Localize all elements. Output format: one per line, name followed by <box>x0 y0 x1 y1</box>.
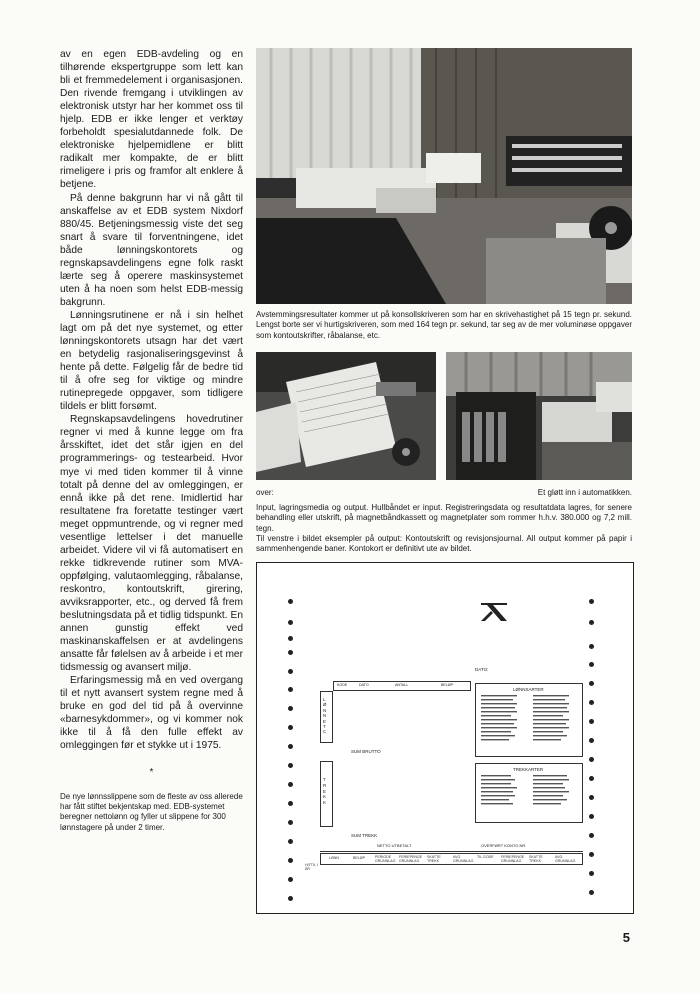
input-caption: Input, lagringsmedia og output. Hullbåndet er input. Registreringsdata og resultatdata lagres, for senere behandling eller utskrift, på magnetbåndkassett og magnetplater som rommer h.h.v. 380.000 og 7,2 mill. tegn. <box>256 503 632 533</box>
perforation-dot <box>288 725 293 730</box>
header-cell: ANTALL <box>395 683 409 687</box>
bottom-cell: PERIODE GRUNNLAG <box>375 855 396 863</box>
automation-internals-image <box>446 352 632 480</box>
bottom-cell: BELØP <box>353 856 365 860</box>
perforation-dot <box>288 599 293 604</box>
perforation-dot <box>288 687 293 692</box>
perforation-dot <box>589 719 594 724</box>
article-body <box>60 48 243 753</box>
lonnsarter-title: LØNNSARTER <box>513 687 544 692</box>
automation-caption: Et gløtt inn i automatikken. <box>537 488 632 497</box>
perforation-dot <box>288 620 293 625</box>
perforation-dot <box>288 801 293 806</box>
middle-right-photo <box>446 352 632 480</box>
perforation-dot <box>589 662 594 667</box>
paragraph: Regnskapsavdelingens hovedrutiner regner vi med å kunne legge om fra årsskiftet, idet det står igjen en del programmerings- og testearbeid. Hvor mye vi med tiden kommer til å vinne totalt på denne del av omleggingen, er ennå ikke på det rene. Imidlertid har resultatene fra foretatte testinger vært meget oppmuntrende, og vi regner med vesentlige lettelser i det manuelle arbeidet. Videre vil vi få automatisert en rekke tidkrevende rutiner som MVA-oppfølging, valutaomlegging, råbalanse, reskontro, kontoutskrift, girering, avviksrapporter, etc., og derved få frem beslutningsdata på et tidlig tidspunkt. En annen gunstig effekt ved maskinanskaffelsen er at avdelingens ansatte får følelsen av å arbeide i et mer tidsmessig og avansert miljø. <box>60 414 243 674</box>
over-label: over: <box>256 488 274 497</box>
lonn-side-label: L Ø N N E T C <box>323 697 327 735</box>
perforation-dot <box>589 833 594 838</box>
perforation-dot <box>288 650 293 655</box>
perforation-dot <box>589 599 594 604</box>
perforation-dot <box>589 814 594 819</box>
netto-line <box>320 851 583 852</box>
perforation-dot <box>589 852 594 857</box>
perforation-dot <box>288 706 293 711</box>
computer-room-image <box>256 48 632 304</box>
header-cell: DATO <box>359 683 369 687</box>
perforation-dot <box>288 896 293 901</box>
perforation-dot <box>589 644 594 649</box>
page-number: 5 <box>622 930 630 945</box>
perforation-dot <box>288 839 293 844</box>
trekk-side-label: T R E K K <box>323 777 327 806</box>
perforation-dot <box>589 871 594 876</box>
bottom-cell: FERIEPENGE GRUNNLAG <box>501 855 525 863</box>
sum-trekk-label: SUM TREKK <box>351 833 378 838</box>
bottom-cell: SKATTE TREKK <box>529 855 543 863</box>
perforation-dot <box>288 669 293 674</box>
perforation-dot <box>589 757 594 762</box>
bottom-cell: TIL GODE <box>477 855 494 859</box>
perforation-dot <box>589 620 594 625</box>
company-logo <box>479 601 509 623</box>
perforation-dot <box>288 820 293 825</box>
top-photo-caption: Avstemmingsresultater kommer ut på konsollskriveren som har en skrivehastighet på 15 tegn pr. sekund. Lengst borte ser vi hurtigskriveren, som med 164 tegn pr. sekund, tar seg av de mer voluminøse oppgaver som kontoutskrifter, råbalanse, etc. <box>256 310 632 340</box>
output-printouts-image <box>256 352 436 480</box>
paragraph: På denne bakgrunn har vi nå gått til anskaffelse av et EDB system Nixdorf 880/45. Betjeningsmessig viste det seg snart å svare til forventningene, idet både lønningskontorets og regnskapsavdelingens egne folk raskt lærte seg å operere maskinsystemet uten å ha noen som helst EDB-messig bakgrunn. <box>60 192 243 308</box>
perforation-dot <box>589 700 594 705</box>
bottom-cell: AVG. GRUNNLAG <box>555 855 576 863</box>
perforation-dot <box>288 763 293 768</box>
perforation-dot <box>288 782 293 787</box>
payslip-form <box>256 562 634 914</box>
perforation-dot <box>589 681 594 686</box>
separator: * <box>149 766 154 778</box>
paragraph: Lønningsrutinene er nå i sin helhet lagt om på det nye systemet, og etter lønningskontorets utsagn har det vært en betydelig rasjonaliseringsgevinst å hente på dette. Følgelig får de bedre tid til å ofre seg for viktige og mindre rutinepregede oppgaver, som tidligere tildels er blitt forsømt. <box>60 309 243 413</box>
paragraph: av en egen EDB-avdeling og en tilhørende ekspertgruppe som lett kan bli et fremmedelement i organisasjonen. Den rivende fremgang i utviklingen av elektronisk utstyr har her kommet oss til hjelp. EDB er ikke lenger et verktøy forbeholdt spesialutdannede folk. De elektroniske hjelpemidlene er blitt radikalt mer kompakte, de er blitt rimeligere i pris og framfor alt enklere å betjene. <box>60 49 243 191</box>
perforation-dot <box>589 738 594 743</box>
perforation-dot <box>288 877 293 882</box>
perforation-dot <box>288 858 293 863</box>
bottom-cell: FERIEPENGE GRUNNLAG <box>399 855 423 863</box>
perforation-dot <box>288 744 293 749</box>
perforation-dot <box>589 795 594 800</box>
ytd-label: HITTIL I ÅR <box>305 863 318 871</box>
header-cell: BELØP <box>441 683 453 687</box>
netto-label: NETTO UTBETALT <box>377 843 412 848</box>
middle-left-photo <box>256 352 436 480</box>
paragraph: Erfaringsmessig må en ved overgang til et nytt avansert system regne med å bruke en god del tid på å overvinne «barnesykdommer», og vi kommer nok ikke til å få den fulle effekt av omleggingen før et stykke ut i 1975. <box>60 675 243 752</box>
overfort-label: OVERFØRT KONTO NR. <box>481 843 527 848</box>
perforation-dot <box>589 776 594 781</box>
left-column <box>60 48 243 833</box>
trekkarter-title: TREKKARTER <box>513 767 544 772</box>
bottom-cell: SKATTE TREKK <box>427 855 441 863</box>
header-cell: KODE <box>337 683 348 687</box>
output-caption: Til venstre i bildet eksempler på output: Kontoutskrift og revisjonsjournal. All output kommer på papir i sammenhengende baner. Kontokort er definitivt ute av bildet. <box>256 533 632 554</box>
trekkarter-list <box>481 775 577 819</box>
lonnsarter-list <box>481 695 577 753</box>
perforation-dot <box>589 890 594 895</box>
middle-caption <box>256 503 632 554</box>
dato-label: DATO: <box>475 667 489 672</box>
sum-brutto-label: SUM BRUTTO <box>351 749 381 754</box>
bottom-cell: LØNN <box>329 856 339 860</box>
bottom-cell: AVG. GRUNNLAG <box>453 855 474 863</box>
top-photo <box>256 48 632 304</box>
perforation-dot <box>288 636 293 641</box>
payslip-caption: De nye lønnsslippene som de fleste av oss allerede har fått stiftet bekjentskap med. EDB-systemet beregner nettolønn og fyller ut slippene for 300 lønnstagere på under 2 timer. <box>60 791 243 832</box>
